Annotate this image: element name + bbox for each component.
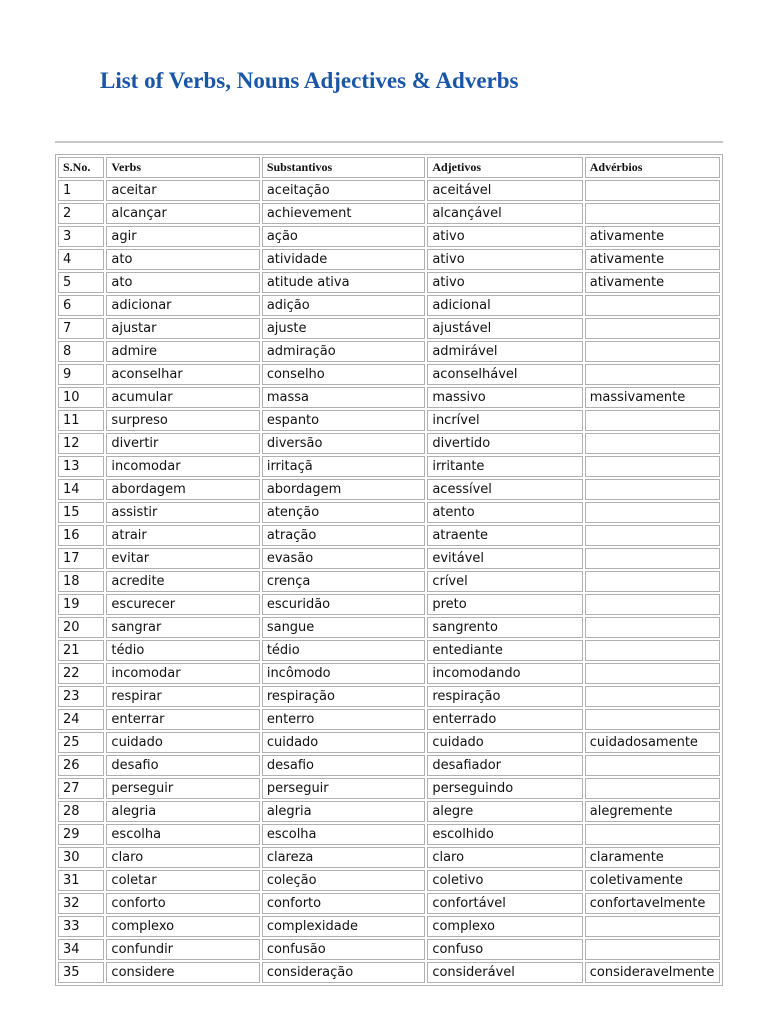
table-row xyxy=(58,341,720,362)
cell-adverbio xyxy=(585,180,720,201)
cell-substantivo: achievement xyxy=(262,203,426,224)
table-row xyxy=(58,870,720,891)
cell-adjetivo: ajustável xyxy=(427,318,582,339)
cell-substantivo: coleção xyxy=(262,870,426,891)
table-row xyxy=(58,617,720,638)
cell-sno: 25 xyxy=(58,732,104,753)
table-row xyxy=(58,594,720,615)
cell-verb: cuidado xyxy=(106,732,259,753)
table-row xyxy=(58,686,720,707)
cell-verb: respirar xyxy=(106,686,259,707)
cell-verb: incomodar xyxy=(106,456,259,477)
cell-sno: 29 xyxy=(58,824,104,845)
table-row xyxy=(58,640,720,661)
table-row xyxy=(58,456,720,477)
cell-adverbio xyxy=(585,916,720,937)
cell-substantivo: confusão xyxy=(262,939,426,960)
cell-adverbio: coletivamente xyxy=(585,870,720,891)
cell-sno: 30 xyxy=(58,847,104,868)
cell-verb: divertir xyxy=(106,433,259,454)
cell-adverbio xyxy=(585,548,720,569)
cell-substantivo: diversão xyxy=(262,433,426,454)
cell-adjetivo: ativo xyxy=(427,272,582,293)
cell-adverbio xyxy=(585,364,720,385)
table-row xyxy=(58,962,720,983)
table-row xyxy=(58,801,720,822)
cell-adverbio xyxy=(585,318,720,339)
cell-adjetivo: ativo xyxy=(427,249,582,270)
cell-sno: 27 xyxy=(58,778,104,799)
table-row xyxy=(58,249,720,270)
table-row xyxy=(58,272,720,293)
table-row xyxy=(58,939,720,960)
table-row xyxy=(58,824,720,845)
header-adverbios: Advérbios xyxy=(585,157,720,178)
cell-sno: 6 xyxy=(58,295,104,316)
cell-verb: alcançar xyxy=(106,203,259,224)
cell-substantivo: clareza xyxy=(262,847,426,868)
table-row xyxy=(58,479,720,500)
cell-substantivo: tédio xyxy=(262,640,426,661)
cell-sno: 1 xyxy=(58,180,104,201)
cell-verb: agir xyxy=(106,226,259,247)
cell-substantivo: perseguir xyxy=(262,778,426,799)
table-row xyxy=(58,180,720,201)
vocabulary-table xyxy=(55,154,723,986)
cell-sno: 16 xyxy=(58,525,104,546)
cell-adverbio xyxy=(585,755,720,776)
cell-sno: 31 xyxy=(58,870,104,891)
cell-substantivo: alegria xyxy=(262,801,426,822)
cell-verb: ato xyxy=(106,272,259,293)
cell-sno: 14 xyxy=(58,479,104,500)
cell-verb: desafio xyxy=(106,755,259,776)
cell-verb: adicionar xyxy=(106,295,259,316)
cell-sno: 33 xyxy=(58,916,104,937)
cell-sno: 32 xyxy=(58,893,104,914)
cell-adjetivo: coletivo xyxy=(427,870,582,891)
cell-sno: 2 xyxy=(58,203,104,224)
page-title: List of Verbs, Nouns Adjectives & Adverbs xyxy=(100,68,519,93)
cell-verb: coletar xyxy=(106,870,259,891)
cell-adverbio xyxy=(585,410,720,431)
cell-sno: 13 xyxy=(58,456,104,477)
header-sno: S.No. xyxy=(58,157,104,178)
cell-adjetivo: cuidado xyxy=(427,732,582,753)
cell-adjetivo: alegre xyxy=(427,801,582,822)
cell-substantivo: respiração xyxy=(262,686,426,707)
cell-adjetivo: aconselhável xyxy=(427,364,582,385)
cell-verb: admire xyxy=(106,341,259,362)
header-verbs: Verbs xyxy=(106,157,259,178)
cell-adverbio xyxy=(585,778,720,799)
table-row xyxy=(58,364,720,385)
cell-substantivo: complexidade xyxy=(262,916,426,937)
cell-adverbio: consideravelmente xyxy=(585,962,720,983)
cell-adverbio xyxy=(585,456,720,477)
table-row xyxy=(58,387,720,408)
cell-substantivo: espanto xyxy=(262,410,426,431)
cell-adjetivo: confuso xyxy=(427,939,582,960)
cell-adverbio xyxy=(585,617,720,638)
cell-verb: considere xyxy=(106,962,259,983)
cell-substantivo: atitude ativa xyxy=(262,272,426,293)
cell-adjetivo: evitável xyxy=(427,548,582,569)
cell-verb: acredite xyxy=(106,571,259,592)
cell-sno: 10 xyxy=(58,387,104,408)
cell-adverbio: alegremente xyxy=(585,801,720,822)
cell-adjetivo: adicional xyxy=(427,295,582,316)
cell-adjetivo: massivo xyxy=(427,387,582,408)
cell-sno: 12 xyxy=(58,433,104,454)
cell-adjetivo: aceitável xyxy=(427,180,582,201)
cell-adverbio xyxy=(585,640,720,661)
cell-adjetivo: sangrento xyxy=(427,617,582,638)
cell-sno: 26 xyxy=(58,755,104,776)
cell-substantivo: irritaçã xyxy=(262,456,426,477)
cell-adjetivo: perseguindo xyxy=(427,778,582,799)
cell-sno: 15 xyxy=(58,502,104,523)
cell-substantivo: cuidado xyxy=(262,732,426,753)
cell-sno: 21 xyxy=(58,640,104,661)
cell-adjetivo: atraente xyxy=(427,525,582,546)
cell-sno: 11 xyxy=(58,410,104,431)
cell-adverbio xyxy=(585,663,720,684)
cell-sno: 19 xyxy=(58,594,104,615)
cell-sno: 7 xyxy=(58,318,104,339)
cell-verb: surpreso xyxy=(106,410,259,431)
cell-sno: 22 xyxy=(58,663,104,684)
cell-adverbio xyxy=(585,939,720,960)
cell-substantivo: evasão xyxy=(262,548,426,569)
cell-adverbio xyxy=(585,295,720,316)
cell-verb: atrair xyxy=(106,525,259,546)
cell-adverbio: massivamente xyxy=(585,387,720,408)
table-row xyxy=(58,525,720,546)
table-body xyxy=(58,180,720,983)
cell-sno: 3 xyxy=(58,226,104,247)
cell-substantivo: consideração xyxy=(262,962,426,983)
cell-substantivo: abordagem xyxy=(262,479,426,500)
table-row xyxy=(58,571,720,592)
cell-adjetivo: ativo xyxy=(427,226,582,247)
table-row xyxy=(58,755,720,776)
cell-adverbio xyxy=(585,686,720,707)
cell-verb: incomodar xyxy=(106,663,259,684)
cell-adjetivo: irritante xyxy=(427,456,582,477)
cell-substantivo: atividade xyxy=(262,249,426,270)
table-row xyxy=(58,778,720,799)
cell-verb: evitar xyxy=(106,548,259,569)
table-row xyxy=(58,709,720,730)
cell-substantivo: aceitação xyxy=(262,180,426,201)
cell-verb: complexo xyxy=(106,916,259,937)
cell-adverbio xyxy=(585,594,720,615)
cell-adverbio xyxy=(585,479,720,500)
cell-verb: aceitar xyxy=(106,180,259,201)
table-row xyxy=(58,318,720,339)
table-row xyxy=(58,433,720,454)
cell-adjetivo: complexo xyxy=(427,916,582,937)
cell-verb: aconselhar xyxy=(106,364,259,385)
cell-sno: 5 xyxy=(58,272,104,293)
cell-adjetivo: enterrado xyxy=(427,709,582,730)
cell-adverbio xyxy=(585,203,720,224)
cell-adjetivo: desafiador xyxy=(427,755,582,776)
cell-verb: confundir xyxy=(106,939,259,960)
table-row xyxy=(58,226,720,247)
cell-adverbio: ativamente xyxy=(585,272,720,293)
cell-verb: enterrar xyxy=(106,709,259,730)
cell-adjetivo: acessível xyxy=(427,479,582,500)
cell-adverbio: ativamente xyxy=(585,249,720,270)
table-row xyxy=(58,502,720,523)
cell-substantivo: ação xyxy=(262,226,426,247)
table-row xyxy=(58,893,720,914)
cell-adjetivo: incrível xyxy=(427,410,582,431)
cell-verb: ajustar xyxy=(106,318,259,339)
cell-adverbio xyxy=(585,433,720,454)
cell-adjetivo: confortável xyxy=(427,893,582,914)
header-adjetivos: Adjetivos xyxy=(427,157,582,178)
cell-substantivo: conforto xyxy=(262,893,426,914)
cell-substantivo: admiração xyxy=(262,341,426,362)
cell-substantivo: adição xyxy=(262,295,426,316)
cell-verb: escolha xyxy=(106,824,259,845)
cell-sno: 35 xyxy=(58,962,104,983)
cell-adverbio xyxy=(585,571,720,592)
cell-verb: escurecer xyxy=(106,594,259,615)
cell-adjetivo: claro xyxy=(427,847,582,868)
cell-adjetivo: atento xyxy=(427,502,582,523)
cell-substantivo: incômodo xyxy=(262,663,426,684)
cell-substantivo: massa xyxy=(262,387,426,408)
table-row xyxy=(58,663,720,684)
cell-sno: 24 xyxy=(58,709,104,730)
cell-substantivo: crença xyxy=(262,571,426,592)
cell-substantivo: desafio xyxy=(262,755,426,776)
cell-adverbio xyxy=(585,525,720,546)
cell-verb: conforto xyxy=(106,893,259,914)
cell-adverbio: ativamente xyxy=(585,226,720,247)
cell-verb: alegria xyxy=(106,801,259,822)
cell-adverbio xyxy=(585,502,720,523)
cell-verb: tédio xyxy=(106,640,259,661)
cell-adverbio xyxy=(585,341,720,362)
cell-verb: acumular xyxy=(106,387,259,408)
cell-substantivo: sangue xyxy=(262,617,426,638)
table-row xyxy=(58,548,720,569)
cell-adjetivo: crível xyxy=(427,571,582,592)
cell-verb: assistir xyxy=(106,502,259,523)
table-row xyxy=(58,295,720,316)
cell-substantivo: atenção xyxy=(262,502,426,523)
cell-sno: 9 xyxy=(58,364,104,385)
cell-sno: 34 xyxy=(58,939,104,960)
cell-adverbio: claramente xyxy=(585,847,720,868)
table-row xyxy=(58,410,720,431)
cell-substantivo: atração xyxy=(262,525,426,546)
table-row xyxy=(58,203,720,224)
cell-verb: sangrar xyxy=(106,617,259,638)
cell-sno: 17 xyxy=(58,548,104,569)
table-row xyxy=(58,847,720,868)
cell-adverbio xyxy=(585,709,720,730)
cell-adverbio: confortavelmente xyxy=(585,893,720,914)
cell-substantivo: escuridão xyxy=(262,594,426,615)
cell-adjetivo: admirável xyxy=(427,341,582,362)
cell-sno: 18 xyxy=(58,571,104,592)
cell-sno: 8 xyxy=(58,341,104,362)
table-row xyxy=(58,732,720,753)
cell-substantivo: conselho xyxy=(262,364,426,385)
table-header-row xyxy=(58,157,720,178)
cell-verb: claro xyxy=(106,847,259,868)
cell-adverbio: cuidadosamente xyxy=(585,732,720,753)
cell-sno: 4 xyxy=(58,249,104,270)
cell-adjetivo: preto xyxy=(427,594,582,615)
cell-sno: 23 xyxy=(58,686,104,707)
cell-sno: 28 xyxy=(58,801,104,822)
cell-adjetivo: alcançável xyxy=(427,203,582,224)
cell-verb: perseguir xyxy=(106,778,259,799)
cell-adjetivo: respiração xyxy=(427,686,582,707)
table-row xyxy=(58,916,720,937)
cell-verb: abordagem xyxy=(106,479,259,500)
cell-substantivo: escolha xyxy=(262,824,426,845)
cell-adverbio xyxy=(585,824,720,845)
cell-adjetivo: considerável xyxy=(427,962,582,983)
cell-substantivo: ajuste xyxy=(262,318,426,339)
cell-sno: 20 xyxy=(58,617,104,638)
cell-adjetivo: escolhido xyxy=(427,824,582,845)
horizontal-rule xyxy=(55,141,723,143)
cell-adjetivo: entediante xyxy=(427,640,582,661)
cell-substantivo: enterro xyxy=(262,709,426,730)
header-substantivos: Substantivos xyxy=(262,157,426,178)
cell-adjetivo: divertido xyxy=(427,433,582,454)
cell-adjetivo: incomodando xyxy=(427,663,582,684)
cell-verb: ato xyxy=(106,249,259,270)
